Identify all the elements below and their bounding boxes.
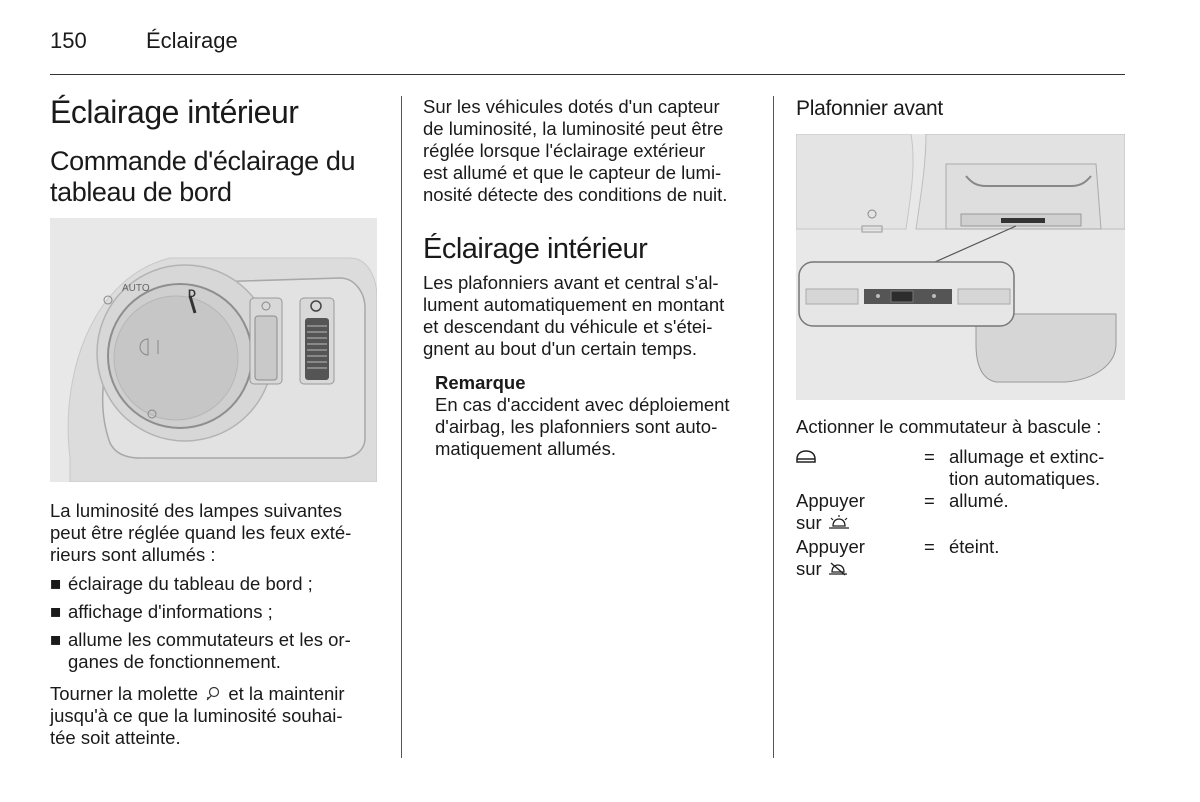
table-eq: =	[924, 490, 935, 511]
table-eq: =	[924, 446, 935, 467]
bullet-list	[50, 573, 385, 673]
note-text: En cas d'accident avec déploiement d'airbag, les plafonniers sont auto- matiquement allumés.	[435, 394, 730, 459]
table-value: allumé.	[949, 490, 1009, 511]
light-off-icon	[827, 561, 849, 577]
column-divider-2	[773, 96, 774, 758]
page-number: 150	[50, 28, 87, 53]
auto-label: AUTO	[122, 283, 150, 294]
door-contact-icon	[796, 450, 816, 464]
light-on-icon	[827, 515, 851, 531]
headlamp-symbol-label: D	[188, 288, 196, 300]
section-title: Éclairage intérieur	[50, 94, 299, 130]
thumbwheel-icon	[205, 686, 221, 702]
note-box	[435, 372, 765, 460]
paragraph-courtesy-lights: Les plafonniers avant et central s'al- lument automatiquement en montant et descendant du véhicule et s'étei- gnent au bout d'un certain temps.	[423, 272, 725, 359]
paragraph-thumbwheel: Tourner la molette et la maintenir jusqu'à ce que la luminosité souhai- tée soit atteinte.	[50, 683, 345, 748]
table-key: Appuyer sur	[796, 490, 865, 533]
front-courtesy-light-heading: Plafonnier avant	[796, 97, 943, 120]
ceiling-console-drawing	[796, 134, 1125, 400]
light-switch-drawing	[50, 218, 377, 482]
front-courtesy-light-illustration	[796, 134, 1125, 400]
column-divider-1	[401, 96, 402, 758]
header-rule	[50, 74, 1125, 75]
paragraph-lamps: La luminosité des lampes suivantes peut être réglée quand les feux exté- rieurs sont allumés :	[50, 500, 352, 565]
rocker-switch-intro: Actionner le commutateur à bascule :	[796, 416, 1102, 437]
table-eq: =	[924, 536, 935, 557]
running-header: Éclairage	[146, 28, 238, 53]
bullet-square-icon: ■	[50, 601, 62, 622]
interior-lighting-heading: Éclairage intérieur	[423, 233, 648, 265]
list-item: ■ éclairage du tableau de bord ;	[50, 573, 313, 594]
list-item: ■ allume les commutateurs et les or- ganes de fonctionnement.	[50, 629, 351, 672]
table-value: allumage et extinc- tion automatiques.	[949, 446, 1105, 489]
table-key: Appuyer sur	[796, 536, 865, 579]
note-title: Remarque	[435, 372, 526, 393]
dashboard-lighting-switch-illustration	[50, 218, 377, 482]
paragraph-light-sensor: Sur les véhicules dotés d'un capteur de luminosité, la luminosité peut être réglée lorsque l'éclairage extérieur est allumé et que le capteur de lumi- nosité détecte des conditions de nuit.	[423, 96, 728, 205]
bullet-square-icon: ■	[50, 629, 62, 650]
table-row	[796, 446, 816, 469]
bullet-square-icon: ■	[50, 573, 62, 594]
table-value: éteint.	[949, 536, 1000, 557]
list-item: ■ affichage d'informations ;	[50, 601, 273, 622]
subsection-title: Commande d'éclairage du tableau de bord	[50, 146, 356, 207]
